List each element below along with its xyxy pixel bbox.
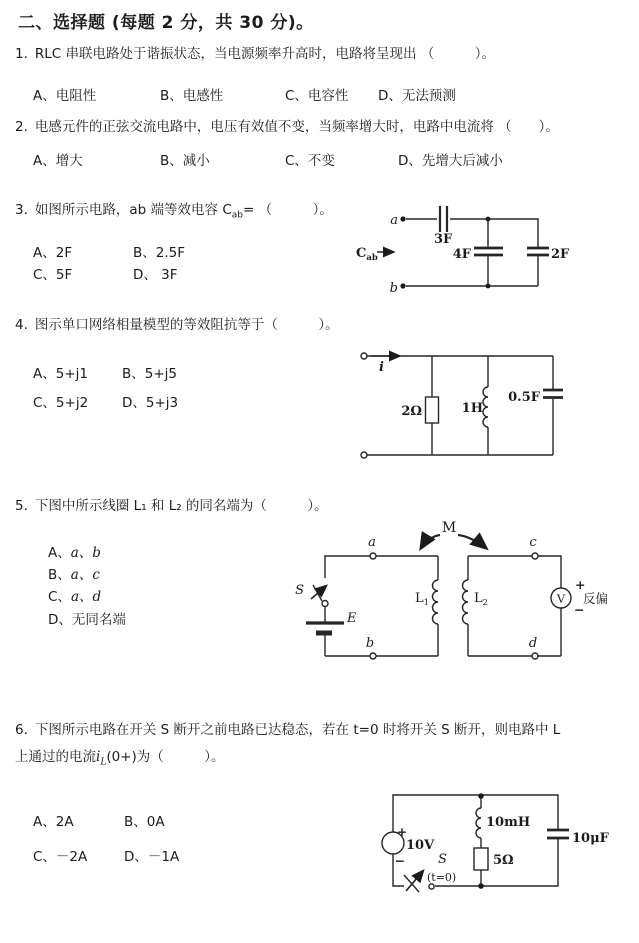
question-1-number: 1. [15, 46, 28, 62]
q3-text-pre: 如图所示电路，ab 端等效电容 C [34, 202, 232, 218]
q5-plus-sign: + [575, 577, 586, 592]
port-terminal-top [361, 353, 367, 359]
port-terminal-bottom [361, 452, 367, 458]
q6-option-d: D、－1A [124, 849, 180, 865]
q3-text-sub: ab [231, 210, 243, 221]
junction-dot [478, 793, 484, 799]
q2-option-b: B、减小 [160, 153, 210, 169]
q5-option-a-letter: A、 [48, 545, 71, 561]
q6-plus-sign: + [396, 824, 408, 839]
q5-l2-sub: 2 [482, 598, 489, 608]
question-5-text: 下图中所示线圈 L₁ 和 L₂ 的同名端为（ ）。 [34, 498, 328, 514]
resistor-5ohm-icon [474, 848, 488, 870]
q6-text2-current-symbol: i [96, 749, 101, 765]
q5-switch-label: S [295, 583, 304, 598]
inductor-1h-icon [483, 387, 488, 427]
q3-terminal-b-label: b [389, 281, 398, 296]
q3-terminal-a-label: a [390, 213, 398, 228]
q6-option-b: B、0A [124, 814, 165, 830]
q5-l2-main: L [474, 591, 483, 606]
capacitor-4f-icon [474, 248, 503, 255]
terminal-a-dot [400, 216, 405, 221]
q6-circuit-diagram [380, 783, 612, 900]
q1-option-c: C、电容性 [285, 88, 349, 104]
mutual-arrow-right-icon [458, 535, 486, 548]
q4-option-b: B、5+j5 [122, 366, 178, 382]
q5-option-c [48, 585, 101, 605]
q2-option-a: A、增大 [33, 153, 83, 169]
q6-resistor-label: 5Ω [493, 853, 514, 868]
inductor-l2-icon [463, 580, 469, 624]
junction-dot [478, 883, 484, 889]
q3-option-b: B、2.5F [133, 245, 185, 261]
q6-text2-pre: 上通过的电流 [15, 749, 96, 765]
switch-s-blade-icon [311, 586, 326, 599]
q3-circuit-diagram [350, 198, 612, 302]
q5-option-b-value: a、c [70, 567, 100, 583]
terminal-b-circle [370, 653, 376, 659]
q5-option-c-value: a、d [70, 589, 102, 605]
q6-switch-time-label: (t=0) [427, 871, 457, 884]
q5-option-b-letter: B、 [48, 567, 71, 583]
q3-text-post: = （ ）。 [242, 202, 333, 218]
q1-option-a: A、电阻性 [33, 88, 97, 104]
q5-option-d-letter: D、 [48, 612, 72, 628]
q2-option-d: D、先增大后减小 [398, 153, 503, 169]
question-6-number: 6. [15, 722, 28, 738]
question-5 [15, 498, 328, 515]
question-6-line1 [15, 722, 560, 739]
q3-cab-sub: ab [366, 253, 378, 263]
q5-battery-label: E [347, 611, 357, 626]
q6-capacitor-label: 10μF [572, 831, 609, 846]
q5-reverse-bias-note: 反偏 [583, 591, 609, 606]
question-2-options [0, 149, 639, 169]
q5-l1-label [415, 591, 429, 608]
q2-option-c: C、不变 [285, 153, 335, 169]
question-1-text: RLC 串联电路处于谐振状态，当电源频率升高时，电路将呈现出 （ ）。 [34, 46, 496, 62]
q5-option-a [48, 541, 101, 561]
q5-option-b [48, 563, 100, 583]
q5-l1-main: L [414, 591, 424, 606]
question-3 [15, 202, 333, 225]
q5-terminal-b-label: b [365, 636, 375, 651]
q3-cab-main: C [356, 246, 367, 261]
q1-option-b: B、电感性 [160, 88, 224, 104]
question-2-number: 2. [15, 119, 28, 135]
section-title: 二、选择题 (每题 2 分，共 30 分)。 [18, 13, 314, 33]
q5-terminal-a-label: a [368, 535, 376, 550]
q4-resistor-label: 2Ω [401, 404, 422, 419]
q5-l2-label [474, 591, 488, 608]
question-3-text [34, 202, 333, 221]
q3-option-c: C、5F [33, 267, 73, 283]
switch-contact [429, 884, 434, 889]
q3-cap-4f-label: 4F [452, 247, 471, 262]
question-2-text: 电感元件的正弦交流电路中，电压有效值不变，当频率增大时，电路中电流将 （ ）。 [34, 119, 559, 135]
q3-option-a: A、2F [33, 245, 73, 261]
q1-option-d: D、无法预测 [378, 88, 456, 104]
q5-option-d-value: 无同名端 [71, 612, 126, 628]
mutual-arrow-left-icon [421, 535, 440, 548]
capacitor-05f-icon [543, 390, 563, 398]
q4-capacitor-label: 0.5F [508, 390, 540, 405]
wire [325, 607, 438, 656]
question-4-text: 图示单口网络相量模型的等效阻抗等于（ ）。 [34, 317, 339, 333]
question-6-line2 [15, 749, 225, 772]
q4-option-a: A、5+j1 [33, 366, 88, 382]
question-5-number: 5. [15, 498, 28, 514]
terminal-b-dot [400, 283, 405, 288]
q5-voltmeter-label: V [556, 591, 566, 606]
q5-mutual-label: M [441, 520, 457, 536]
question-1 [15, 46, 495, 63]
question-2 [15, 119, 559, 136]
question-3-number: 3. [15, 202, 28, 218]
terminal-c-circle [532, 553, 538, 559]
q5-option-d [48, 608, 126, 628]
q6-option-c: C、－2A [33, 849, 88, 865]
resistor-2ohm-icon [426, 397, 439, 423]
question-1-options [0, 84, 639, 104]
q3-option-d: D、 3F [133, 267, 178, 283]
q3-cab-label [356, 246, 378, 263]
q6-option-a: A、2A [33, 814, 74, 830]
q5-terminal-d-label: d [528, 636, 538, 651]
q4-inductor-label: 1H [461, 401, 483, 416]
q3-cap-2f-label: 2F [551, 247, 570, 262]
junction-dot [486, 217, 491, 222]
q6-inductor-label: 10mH [486, 815, 531, 830]
q6-text2-sub: L [100, 757, 107, 768]
wire [325, 556, 438, 578]
q4-circuit-diagram [355, 345, 575, 463]
q4-current-label: i [379, 360, 384, 375]
switch-s-cross-icon [313, 585, 322, 601]
q6-source-label: 10V [406, 838, 435, 853]
q5-option-c-letter: C、 [48, 589, 71, 605]
q5-terminal-c-label: c [529, 535, 537, 550]
terminal-a-circle [370, 553, 376, 559]
q4-option-d: D、5+j3 [122, 395, 179, 411]
q6-switch-label: S [438, 852, 447, 867]
q5-circuit-diagram [288, 518, 615, 670]
question-6-text1: 下图所示电路在开关 S 断开之前电路已达稳态，若在 t=0 时将开关 S 断开，则电路中 L [34, 722, 561, 738]
junction-dot [486, 284, 491, 289]
q3-cap-3f-label: 3F [434, 232, 453, 247]
q5-minus-sign: − [574, 602, 585, 617]
inductor-l1-icon [433, 580, 438, 624]
capacitor-10uf-icon [547, 830, 569, 838]
q5-l1-sub: 1 [423, 598, 429, 608]
q5-option-a-value: a、b [70, 545, 101, 561]
q4-option-c: C、5+j2 [33, 395, 89, 411]
q6-minus-sign: − [394, 853, 406, 868]
inductor-10mh-icon [476, 808, 481, 838]
question-4 [15, 317, 339, 334]
capacitor-2f-icon [527, 248, 549, 255]
terminal-d-circle [532, 653, 538, 659]
question-4-number: 4. [15, 317, 28, 333]
switch-contact [322, 601, 328, 607]
q6-text2-post: (0+)为（ ）。 [106, 749, 225, 765]
capacitor-3f-icon [440, 206, 447, 232]
